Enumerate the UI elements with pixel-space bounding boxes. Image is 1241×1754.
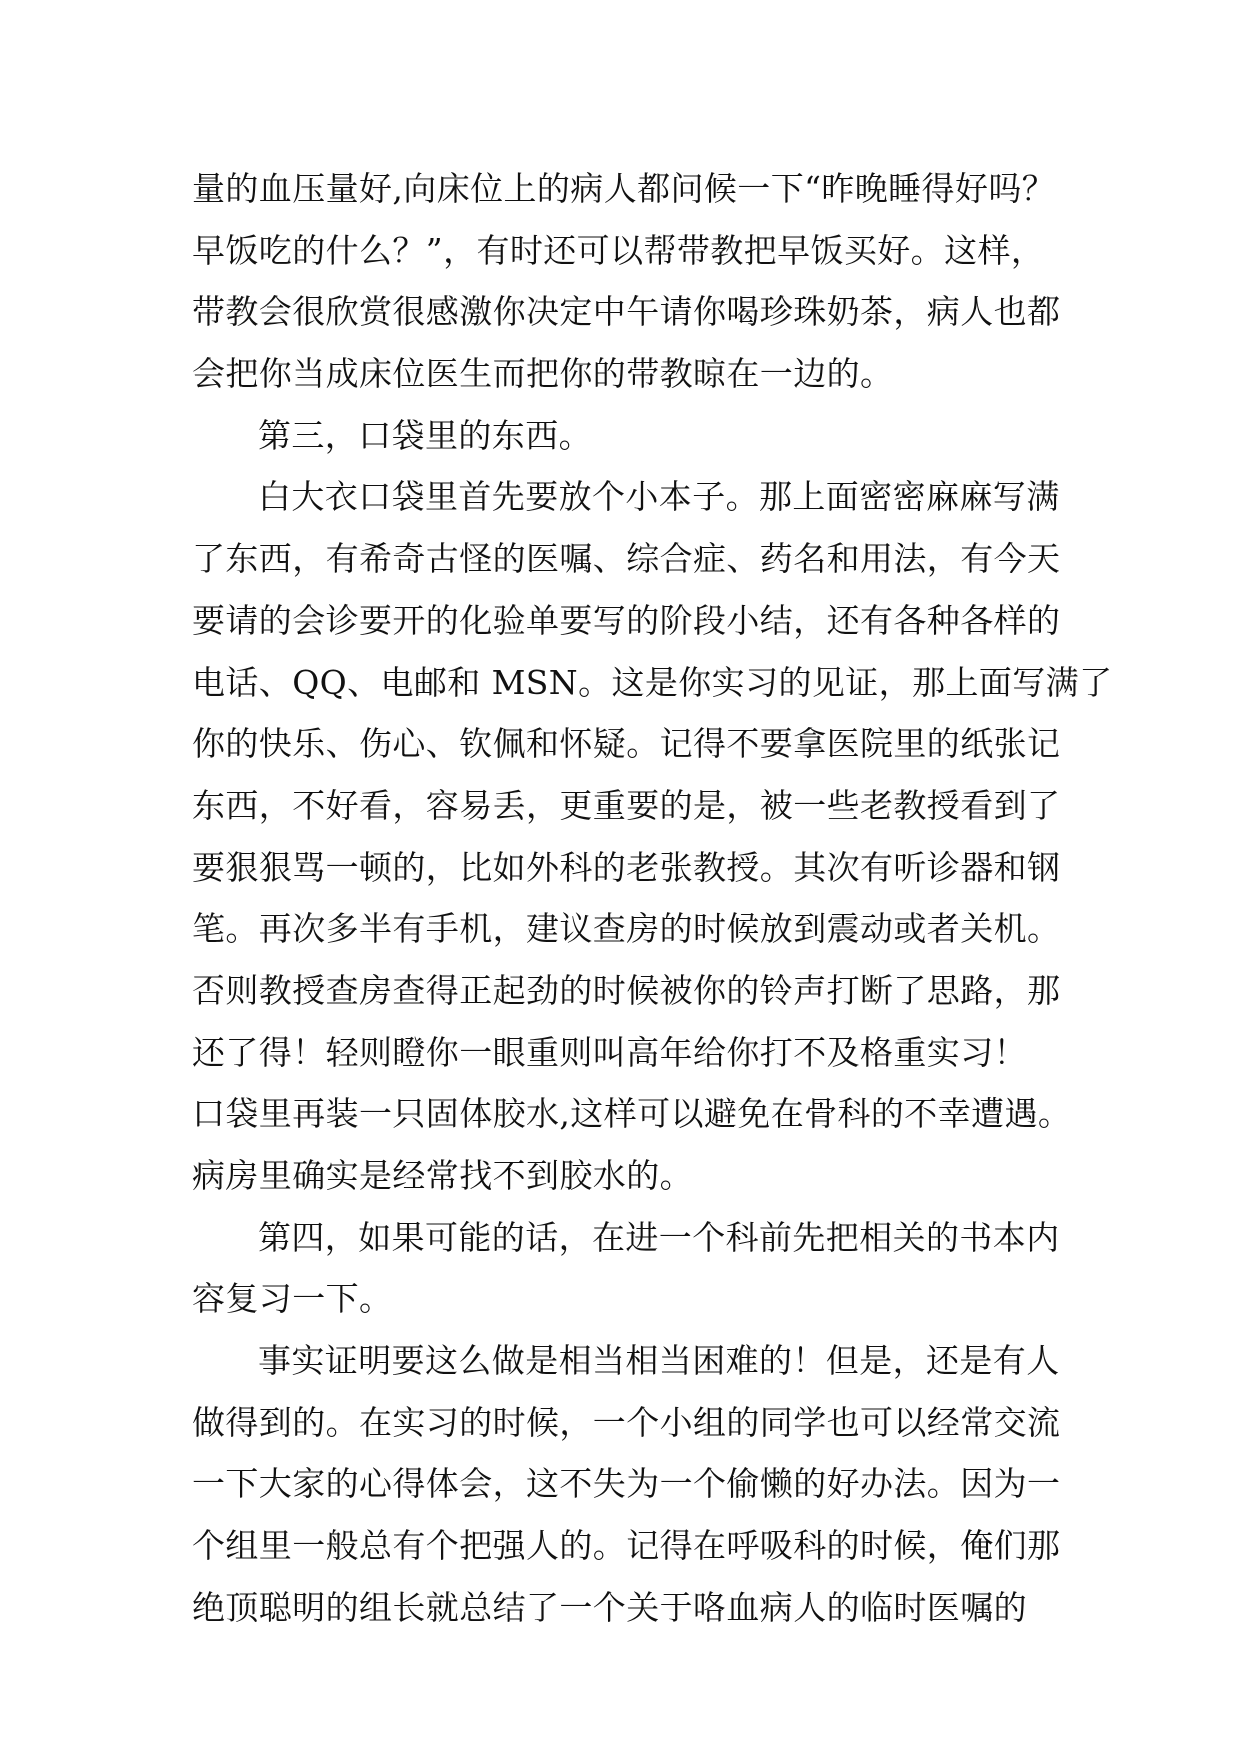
- text-line: 会把你当成床位医生而把你的带教晾在一边的。: [192, 354, 894, 394]
- text-line: 还了得！轻则瞪你一眼重则叫高年给你打不及格重实习！: [192, 1032, 1027, 1072]
- text-line: 电话、QQ、电邮和 MSN。这是你实习的见证，那上面写满了: [192, 662, 1113, 702]
- text-line: 白大衣口袋里首先要放个小本子。那上面密密麻麻写满: [258, 477, 1060, 517]
- section-heading: 第四，如果可能的话，在进一个科前先把相关的书本内: [258, 1217, 1060, 1257]
- text-line: 带教会很欣赏很感激你决定中午请你喝珍珠奶茶，病人也都: [192, 292, 1061, 332]
- text-line: 一下大家的心得体会，这不失为一个偷懒的好办法。因为一: [192, 1464, 1061, 1504]
- body-text: [192, 158, 1113, 1639]
- text-line: 了东西，有希奇古怪的医嘱、综合症、药名和用法，有今天: [192, 539, 1061, 579]
- text-line: 绝顶聪明的组长就总结了一个关于咯血病人的临时医嘱的: [192, 1587, 1027, 1627]
- text-line: 要狠狠骂一顿的，比如外科的老张教授。其次有听诊器和钢: [192, 847, 1061, 887]
- text-line: 否则教授查房查得正起劲的时候被你的铃声打断了思路，那: [192, 970, 1061, 1010]
- section-heading: 第三，口袋里的东西。: [258, 415, 592, 455]
- text-line: 病房里确实是经常找不到胶水的。: [192, 1156, 693, 1195]
- text-line: 笔。再次多半有手机，建议查房的时候放到震动或者关机。: [192, 909, 1061, 949]
- text-line: 你的快乐、伤心、钦佩和怀疑。记得不要拿医院里的纸张记: [192, 724, 1061, 764]
- text-line: 容复习一下。: [192, 1279, 393, 1319]
- text-line: 早饭吃的什么？”，有时还可以帮带教把早饭买好。这样，: [192, 230, 1045, 270]
- text-line: 个组里一般总有个把强人的。记得在呼吸科的时候，俺们那: [192, 1526, 1061, 1566]
- text-line: 要请的会诊要开的化验单要写的阶段小结，还有各种各样的: [192, 600, 1061, 640]
- text-line: 量的血压量好,向床位上的病人都问候一下“昨晚睡得好吗？: [192, 169, 1056, 208]
- text-line: 做得到的。在实习的时候，一个小组的同学也可以经常交流: [192, 1402, 1061, 1442]
- text-line: 东西，不好看，容易丢，更重要的是，被一些老教授看到了: [192, 785, 1061, 825]
- text-line: 口袋里再装一只固体胶水,这样可以避免在骨科的不幸遭遇。: [192, 1094, 1072, 1134]
- text-line: 事实证明要这么做是相当相当困难的！但是，还是有人: [258, 1341, 1060, 1381]
